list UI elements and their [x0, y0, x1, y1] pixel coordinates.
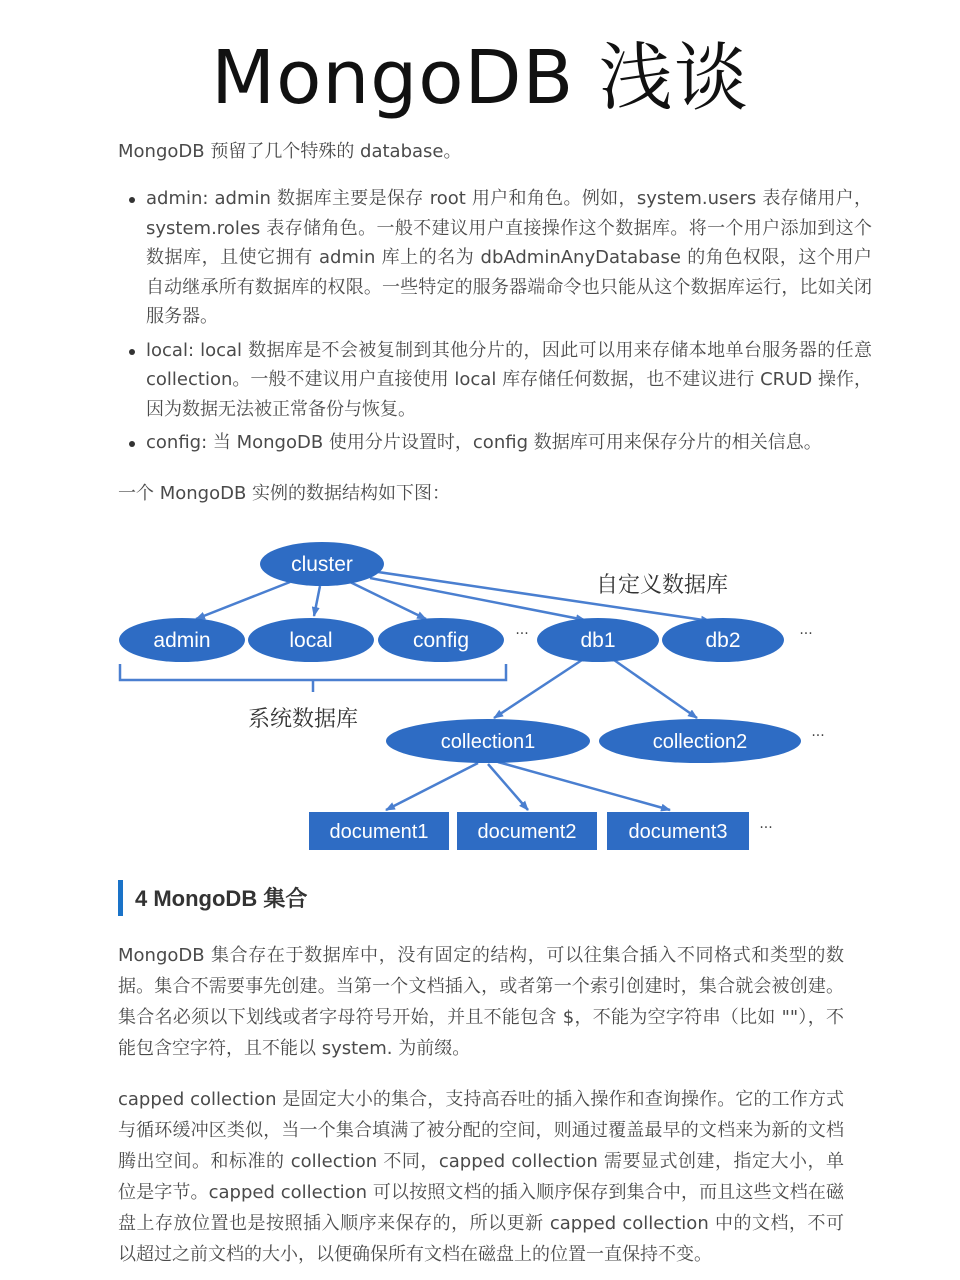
- structure-diagram: [0, 530, 960, 860]
- collection1-label: collection1: [440, 731, 536, 753]
- admin-db-label: admin: [153, 629, 211, 652]
- cluster-label: cluster: [291, 553, 353, 576]
- page-title: MongoDB 浅谈: [211, 35, 749, 121]
- ellipsis-text: ···: [799, 626, 813, 642]
- edge-cluster-admin: [196, 582, 290, 619]
- edge-collection1-document2: [488, 764, 528, 810]
- local-db-label: local: [289, 629, 333, 652]
- db2-label: db2: [705, 629, 741, 652]
- collection-paragraph: MongoDB 集合存在于数据库中，没有固定的结构，可以往集合插入不同格式和类型的数据。集合不需要事先创建。当第一个文档插入，或者第一个索引创建时，集合就会被创建。集合名必须以下划线或者字母符号开始，并且不能包含 $，不能为空字符串（比如 ""），不能包含空字符，且不能以 system. 为前缀。: [118, 945, 844, 1059]
- ellipsis-text: ···: [759, 820, 773, 836]
- document1-label: document1: [329, 821, 429, 843]
- edge-db1-collection2: [614, 660, 697, 718]
- ellipsis-text: ···: [515, 626, 529, 642]
- capped-collection-paragraph: capped collection 是固定大小的集合，支持高吞吐的插入操作和查询操作。它的工作方式与循环缓冲区类似，当一个集合填满了被分配的空间，则通过覆盖最早的文档来为新的文档腾出空间。和标准的 collection 不同，capped collection 需要显式创建，指定大小，单位是字节。capped collection 可以按照文档的插入顺序保存到集合中，而且这些文档在磁盘上存放位置也是按照插入顺序来保存的，所以更新 capped collection 中的文档，不可以超过之前文档的大小，以便确保所有文档在磁盘上的位置一直保持不变。: [118, 1089, 844, 1265]
- db1-label: db1: [580, 629, 616, 652]
- intro-text: MongoDB 预留了几个特殊的 database。: [118, 141, 462, 162]
- list-item: admin: admin 数据库主要是保存 root 用户和角色。例如，system.users 表存储用户，system.roles 表存储角色。一般不建议用户直接操作这个数据库。将一个用户添加到这个数据库，且使它拥有 admin 库上的名为 dbAdminAnyDatabase 的角色权限，这个用户自动继承所有数据库的权限。一些特定的服务器端命令也只能从这个数据库运行，比如关闭服务器。: [146, 184, 872, 332]
- system-db-label: 系统数据库: [248, 707, 359, 732]
- diagram-caption: 一个 MongoDB 实例的数据结构如下图：: [118, 483, 451, 504]
- ellipsis-text: ···: [811, 728, 825, 744]
- system-db-bracket: [120, 664, 506, 692]
- collection2-label: collection2: [652, 731, 748, 753]
- custom-db-label: 自定义数据库: [596, 573, 729, 598]
- list-item: config: 当 MongoDB 使用分片设置时，config 数据库可用来保存分片的相关信息。: [146, 428, 872, 458]
- edge-cluster-local: [314, 586, 320, 616]
- config-db-label: config: [412, 629, 470, 652]
- edge-collection1-document3: [498, 762, 670, 810]
- section-heading: 4 MongoDB 集合: [118, 880, 307, 916]
- list-item: local: local 数据库是不会被复制到其他分片的，因此可以用来存储本地单台服务器的任意 collection。一般不建议用户直接使用 local 库存储任何数据，也不建议进行 CRUD 操作，因为数据无法被正常备份与恢复。: [146, 336, 872, 425]
- edge-collection1-document1: [386, 763, 478, 810]
- document2-label: document2: [477, 821, 577, 843]
- special-db-list: [118, 184, 872, 462]
- diagram-edges: [196, 572, 710, 810]
- document3-label: document3: [628, 821, 728, 843]
